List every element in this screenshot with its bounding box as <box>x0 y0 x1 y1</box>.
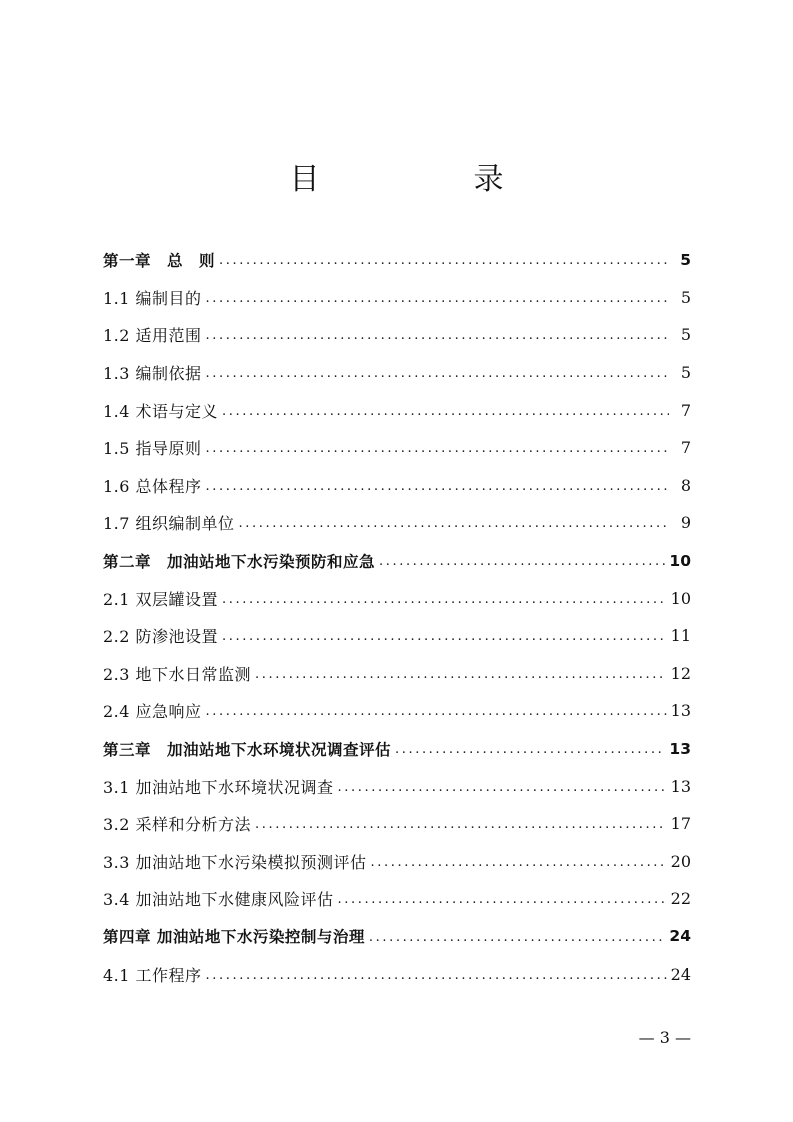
toc-entry-page: 17 <box>670 814 691 834</box>
toc-entry-page: 7 <box>680 400 691 420</box>
toc-entry-label: 2.1 双层罐设置 <box>103 589 219 609</box>
toc-leader-dots <box>206 479 669 494</box>
toc-entry[interactable] <box>103 279 691 317</box>
toc-leader-dots <box>369 930 666 945</box>
toc-leader-dots <box>222 404 669 419</box>
toc-entry[interactable] <box>103 918 691 956</box>
toc-leader-dots <box>395 742 665 757</box>
toc-entry-label: 3.4 加油站地下水健康风险评估 <box>103 890 334 910</box>
page-number: — 3 — <box>638 1028 691 1047</box>
toc-entry-page: 24 <box>670 964 691 984</box>
toc-entry-label: 第二章 加油站地下水污染预防和应急 <box>103 552 376 571</box>
toc-leader-dots <box>371 855 667 870</box>
toc-entry-label: 第一章 总 则 <box>103 251 216 270</box>
toc-entry[interactable] <box>103 692 691 730</box>
toc-entry-page: 5 <box>680 325 691 345</box>
toc-entry-label: 2.3 地下水日常监测 <box>103 664 252 684</box>
table-of-contents <box>103 241 691 993</box>
toc-leader-dots <box>206 328 669 343</box>
toc-entry[interactable] <box>103 579 691 617</box>
toc-entry-page: 10 <box>670 588 691 608</box>
toc-entry-label: 1.7 组织编制单位 <box>103 514 235 534</box>
toc-entry-label: 第三章 加油站地下水环境状况调查评估 <box>103 740 392 759</box>
toc-entry[interactable] <box>103 655 691 693</box>
toc-entry-page: 13 <box>669 739 691 758</box>
toc-leader-dots <box>206 291 669 306</box>
toc-entry-page: 13 <box>670 776 691 796</box>
toc-entry-label: 2.4 应急响应 <box>103 702 202 722</box>
toc-entry-page: 24 <box>669 927 691 946</box>
toc-leader-dots <box>239 516 669 531</box>
toc-entry[interactable] <box>103 542 691 580</box>
toc-entry[interactable] <box>103 955 691 993</box>
toc-leader-dots <box>222 592 667 607</box>
toc-entry-page: 13 <box>670 701 691 721</box>
toc-entry[interactable] <box>103 880 691 918</box>
toc-leader-dots <box>206 441 669 456</box>
toc-entry-page: 5 <box>680 287 691 307</box>
toc-entry-label: 2.2 防渗池设置 <box>103 627 219 647</box>
toc-entry-page: 10 <box>669 551 691 570</box>
toc-entry-label: 1.2 适用范围 <box>103 326 202 346</box>
toc-entry-page: 11 <box>670 626 691 646</box>
toc-entry[interactable] <box>103 504 691 542</box>
toc-entry[interactable] <box>103 391 691 429</box>
toc-entry[interactable] <box>103 805 691 843</box>
toc-entry-label: 3.1 加油站地下水环境状况调查 <box>103 777 334 797</box>
toc-entry-label: 1.1 编制目的 <box>103 288 202 308</box>
toc-entry-page: 20 <box>670 851 691 871</box>
toc-entry-page: 5 <box>680 250 691 269</box>
toc-entry[interactable] <box>103 467 691 505</box>
toc-entry-page: 12 <box>670 663 691 683</box>
toc-entry-label: 1.6 总体程序 <box>103 476 202 496</box>
toc-entry-label: 第四章 加油站地下水污染控制与治理 <box>103 928 365 947</box>
toc-entry[interactable] <box>103 767 691 805</box>
toc-entry-page: 7 <box>680 438 691 458</box>
toc-entry-page: 22 <box>670 889 691 909</box>
toc-entry-label: 3.2 采样和分析方法 <box>103 815 252 835</box>
page-title: 目 录 <box>289 162 566 197</box>
toc-leader-dots <box>206 968 667 983</box>
toc-entry-label: 1.5 指导原则 <box>103 439 202 459</box>
toc-entry[interactable] <box>103 730 691 768</box>
toc-entry-page: 8 <box>680 475 691 495</box>
toc-leader-dots <box>222 629 667 644</box>
toc-entry[interactable] <box>103 354 691 392</box>
toc-leader-dots <box>338 780 667 795</box>
toc-entry-label: 1.3 编制依据 <box>103 364 202 384</box>
toc-entry-page: 9 <box>680 513 691 533</box>
toc-leader-dots <box>338 892 667 907</box>
toc-leader-dots <box>255 667 667 682</box>
toc-leader-dots <box>219 253 669 268</box>
toc-entry[interactable] <box>103 429 691 467</box>
toc-leader-dots <box>255 817 667 832</box>
toc-entry-page: 5 <box>680 363 691 383</box>
toc-entry-label: 4.1 工作程序 <box>103 965 202 985</box>
toc-entry[interactable] <box>103 843 691 881</box>
toc-leader-dots <box>206 366 669 381</box>
toc-entry[interactable] <box>103 316 691 354</box>
toc-leader-dots <box>379 554 665 569</box>
toc-entry[interactable] <box>103 241 691 279</box>
toc-entry-label: 1.4 术语与定义 <box>103 401 219 421</box>
toc-entry[interactable] <box>103 617 691 655</box>
toc-leader-dots <box>206 704 667 719</box>
toc-entry-label: 3.3 加油站地下水污染模拟预测评估 <box>103 852 367 872</box>
